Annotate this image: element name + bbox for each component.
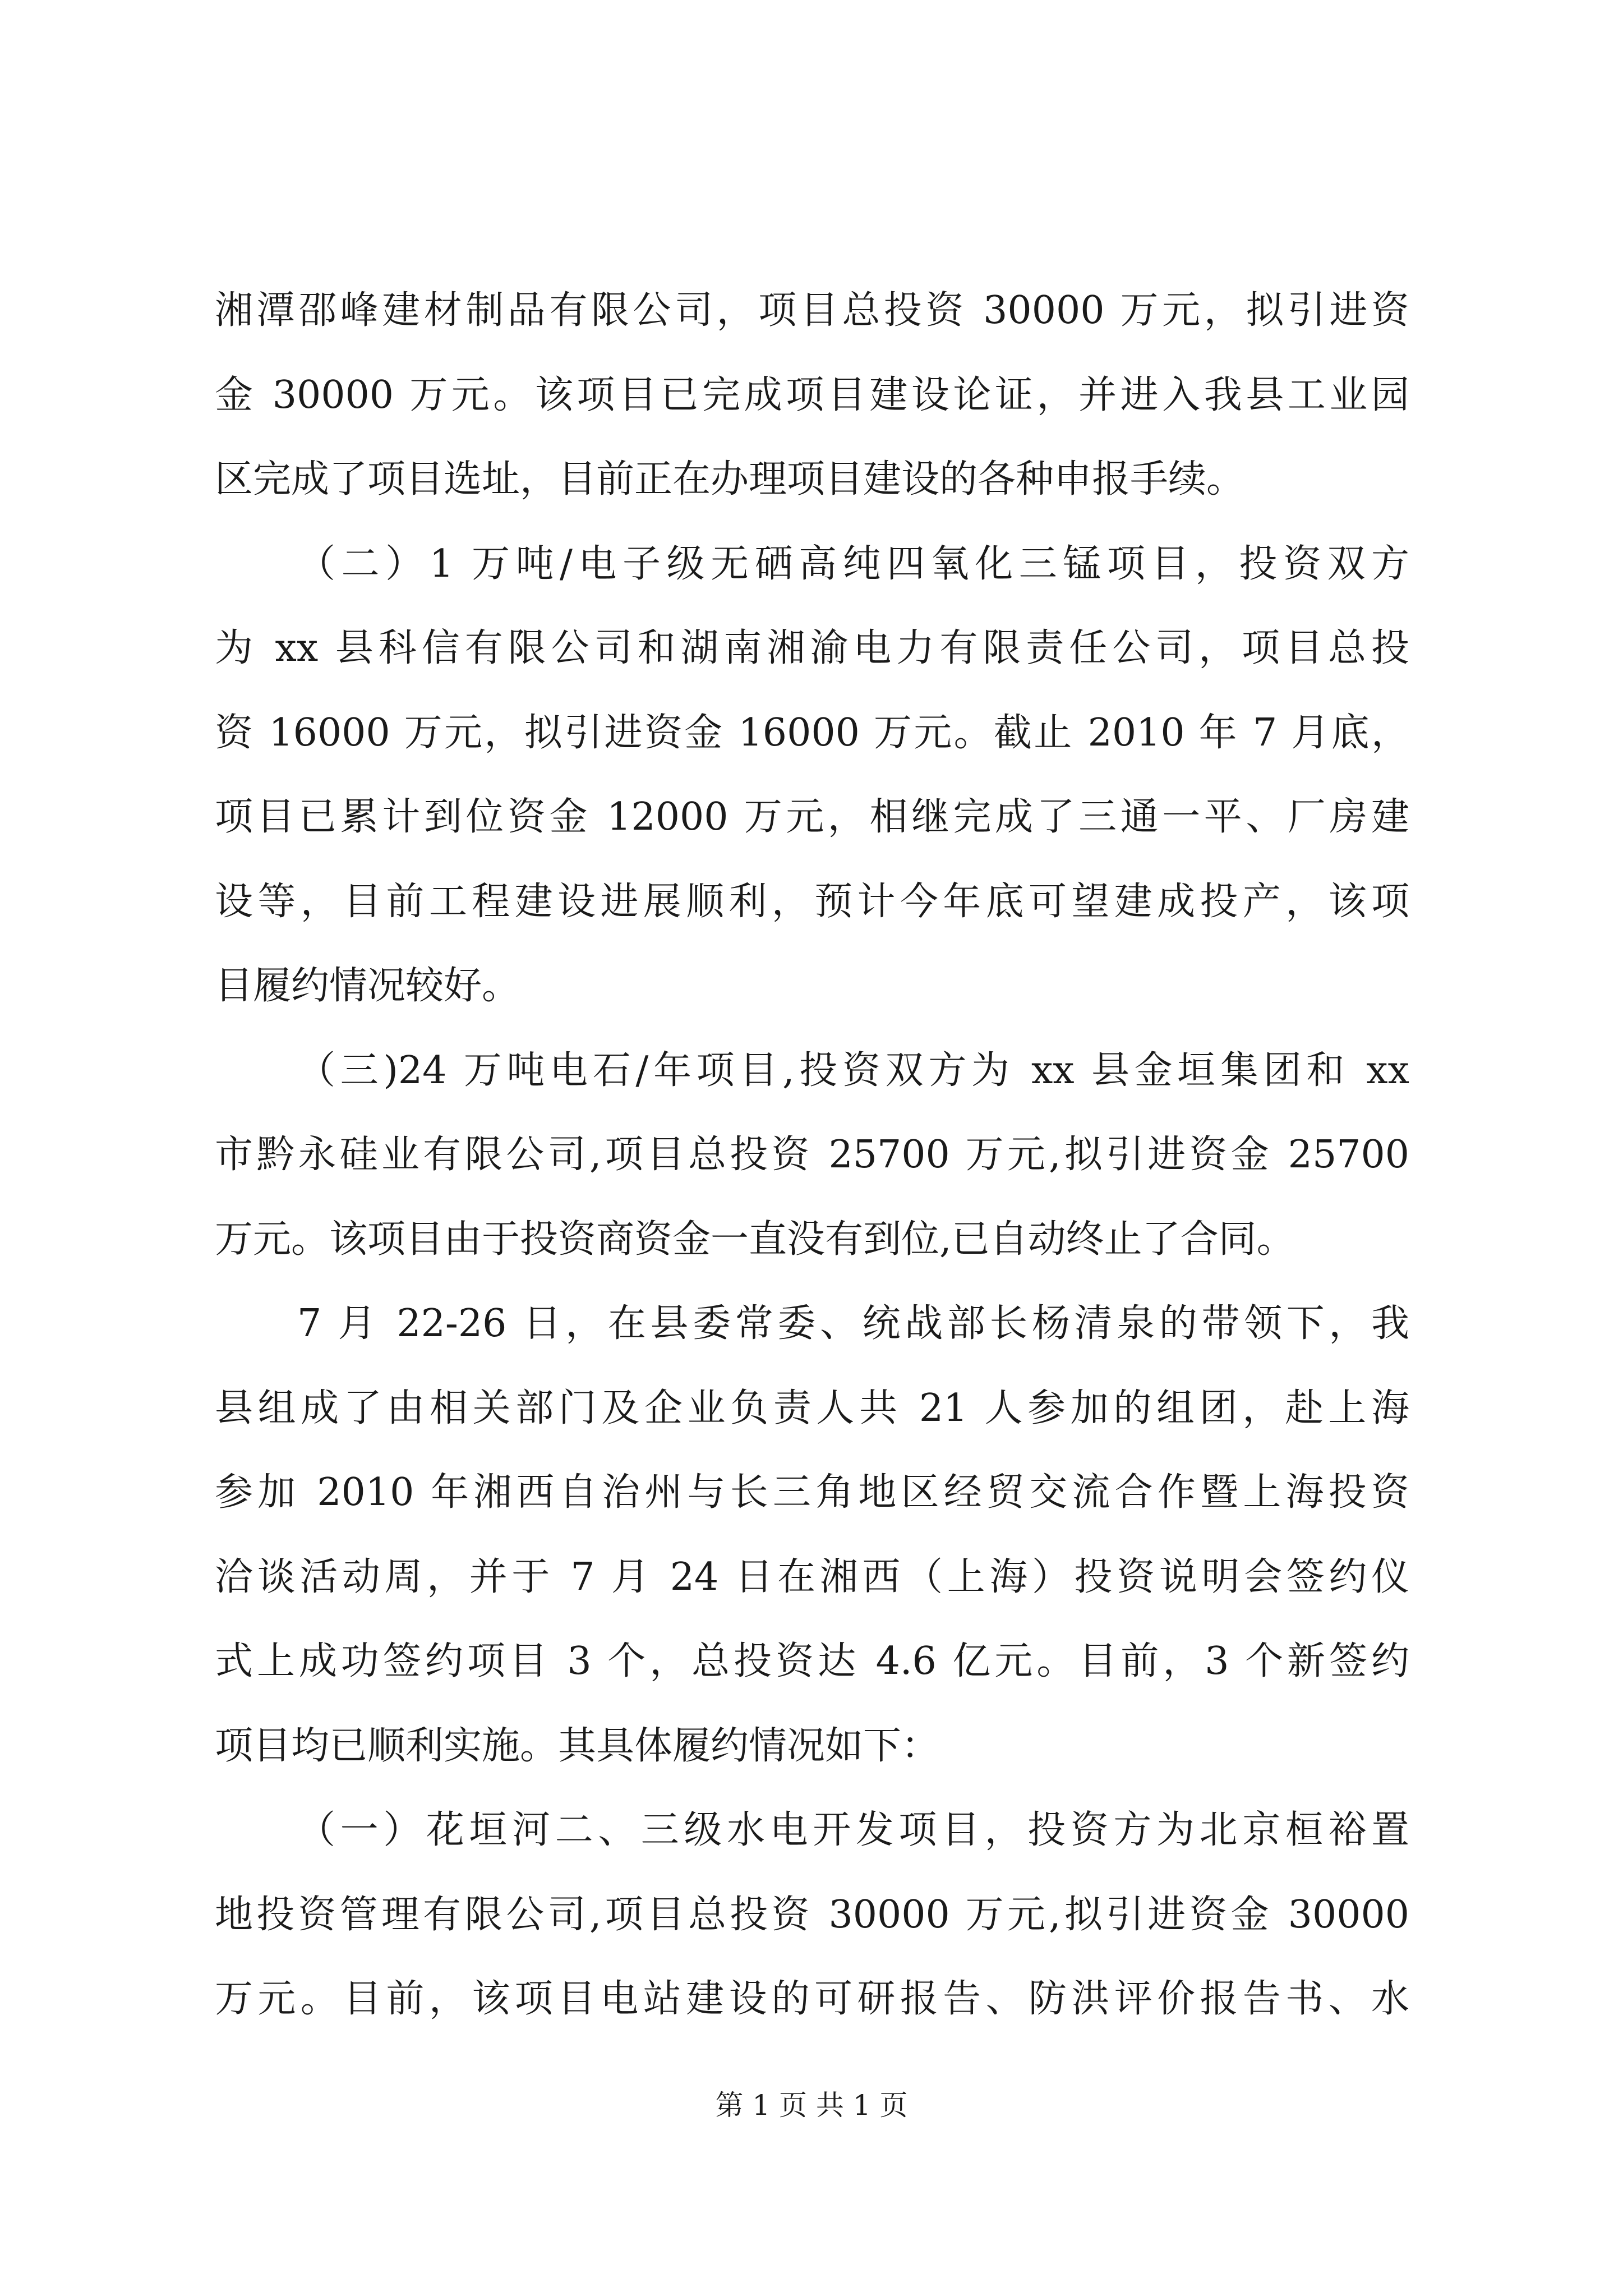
body-text-line: 7 月 22-26 日，在县委常委、统战部长杨清泉的带领下，我 [297, 1301, 1409, 1346]
body-text-line: 万元。目前，该项目电站建设的可研报告、防洪评价报告书、水 [215, 1977, 1409, 2021]
body-text-line: 县组成了由相关部门及企业负责人共 21 人参加的组团，赴上海 [215, 1386, 1409, 1430]
body-text-line: 湘潭邵峰建材制品有限公司，项目总投资 30000 万元，拟引进资 [215, 288, 1409, 333]
body-text-line: 设等，目前工程建设进展顺利，预计今年底可望建成投产，该项 [215, 879, 1409, 924]
body-text-line: 为 xx 县科信有限公司和湖南湘渝电力有限责任公司，项目总投 [215, 626, 1409, 670]
body-text-line: 目履约情况较好。 [215, 964, 520, 1008]
body-text-line: 参加 2010 年湘西自治州与长三角地区经贸交流合作暨上海投资 [215, 1470, 1409, 1515]
body-text-line: （二）1 万吨/电子级无硒高纯四氧化三锰项目，投资双方 [297, 541, 1409, 586]
body-text-line: 区完成了项目选址，目前正在办理项目建设的各种申报手续。 [215, 457, 1245, 501]
body-text-line: 式上成功签约项目 3 个，总投资达 4.6 亿元。目前，3 个新签约 [215, 1639, 1409, 1683]
body-text-line: 地投资管理有限公司,项目总投资 30000 万元,拟引进资金 30000 [215, 1892, 1409, 1937]
body-text-line: 市黔永硅业有限公司,项目总投资 25700 万元,拟引进资金 25700 [215, 1133, 1409, 1177]
body-text-line: （一）花垣河二、三级水电开发项目，投资方为北京桓裕置 [297, 1808, 1409, 1852]
body-text-line: 金 30000 万元。该项目已完成项目建设论证，并进入我县工业园 [215, 372, 1409, 417]
page-footer: 第 1 页 共 1 页 [715, 2089, 908, 2122]
body-text-line: 项目均已顺利实施。其具体履约情况如下： [215, 1723, 940, 1768]
body-text-line: 洽谈活动周，并于 7 月 24 日在湘西（上海）投资说明会签约仪 [215, 1554, 1409, 1599]
body-text-line: 万元。该项目由于投资商资金一直没有到位,已自动终止了合同。 [215, 1217, 1295, 1262]
body-text-line: 资 16000 万元，拟引进资金 16000 万元。截止 2010 年 7 月底， [215, 710, 1409, 755]
body-text-line: 项目已累计到位资金 12000 万元，相继完成了三通一平、厂房建 [215, 795, 1409, 839]
body-text-line: （三)24 万吨电石/年项目,投资双方为 xx 县金垣集团和 xx [297, 1048, 1409, 1093]
